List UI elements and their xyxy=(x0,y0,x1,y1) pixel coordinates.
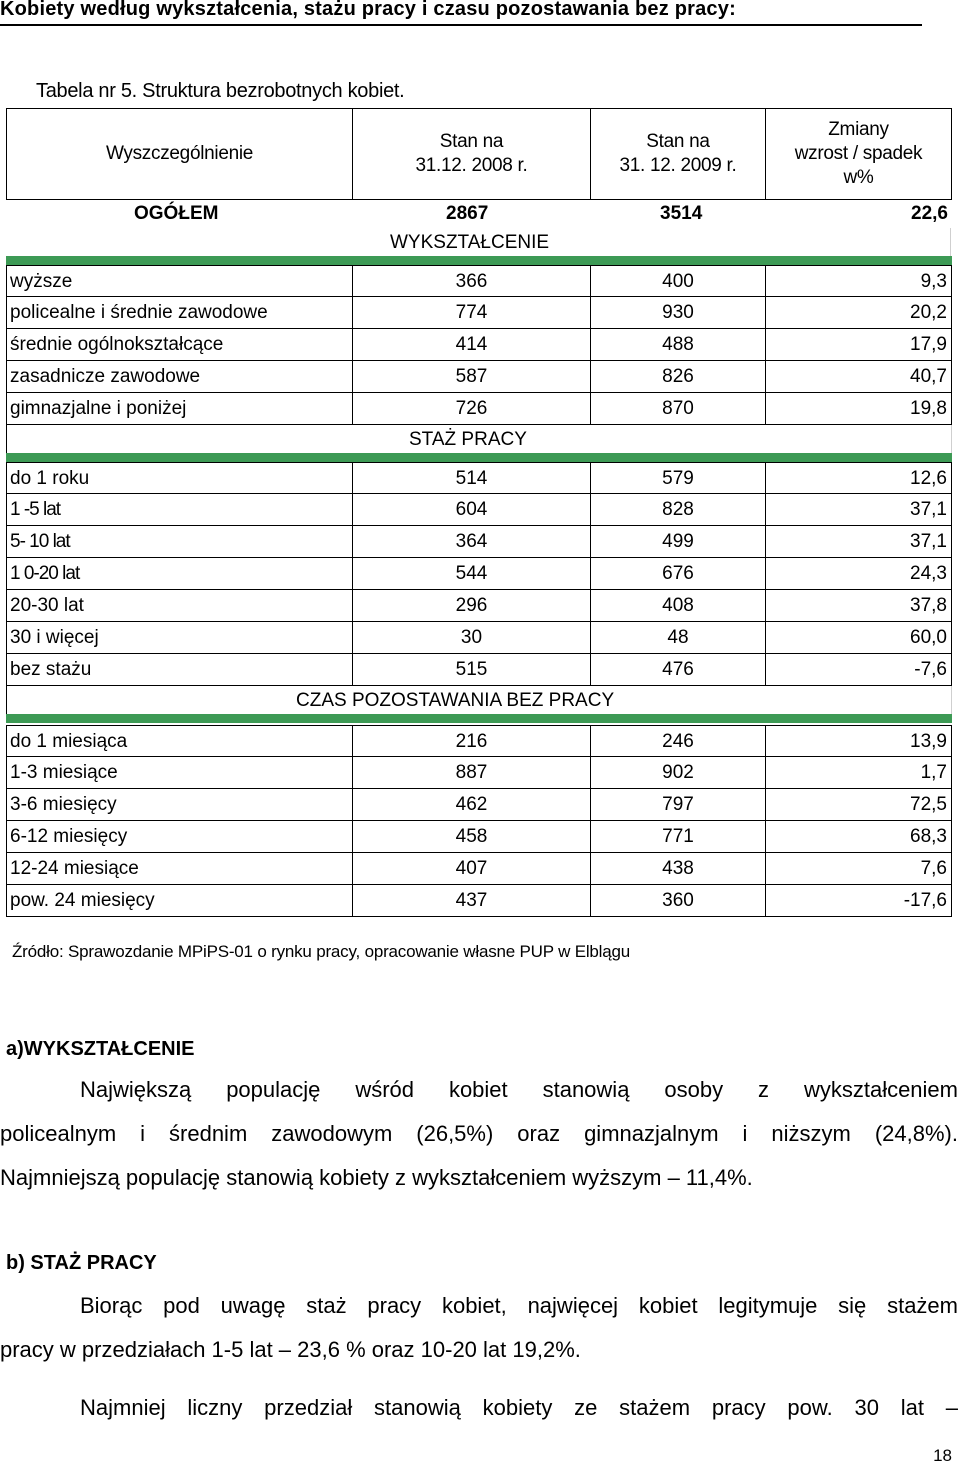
row-label: do 1 roku xyxy=(6,462,352,494)
page-heading xyxy=(0,0,960,30)
row-value-2009: 488 xyxy=(590,329,765,361)
row-label: średnie ogólnokształcące xyxy=(6,329,352,361)
page-number: 18 xyxy=(933,1446,952,1465)
table-row xyxy=(6,654,952,686)
section-bar-work-experience xyxy=(6,453,952,462)
row-value-2008: 30 xyxy=(352,622,590,654)
table-row xyxy=(6,885,952,917)
section-bar-unemployment-duration xyxy=(6,714,952,723)
row-change: 37,1 xyxy=(765,526,952,558)
row-value-2008: 414 xyxy=(352,329,590,361)
header-col-change xyxy=(765,108,952,200)
section-a-line-3: Najmniejszą populację stanowią kobiety z wykształceniem wyższym – 11,4%. xyxy=(0,1165,753,1190)
table-row xyxy=(6,853,952,885)
section-b-heading: b) STAŻ PRACY xyxy=(6,1252,157,1274)
heading-underline xyxy=(0,24,922,26)
row-value-2009: 676 xyxy=(590,558,765,590)
page-heading-text: Kobiety według wykształcenia, stażu pracy i czasu pozostawania bez pracy: xyxy=(0,0,736,20)
row-value-2009: 408 xyxy=(590,590,765,622)
row-value-2009: 579 xyxy=(590,462,765,494)
row-label: zasadnicze zawodowe xyxy=(6,361,352,393)
section-b-line-2: pracy w przedziałach 1-5 lat – 23,6 % oraz 10-20 lat 19,2%. xyxy=(0,1337,581,1362)
row-value-2008: 296 xyxy=(352,590,590,622)
row-value-2009: 870 xyxy=(590,393,765,425)
unemployed-women-table xyxy=(6,108,952,916)
table-row xyxy=(6,558,952,590)
row-label: wyższe xyxy=(6,265,352,297)
row-value-2009: 246 xyxy=(590,725,765,757)
table-row xyxy=(6,393,952,425)
row-value-2009: 360 xyxy=(590,885,765,917)
row-value-2008: 407 xyxy=(352,853,590,885)
row-value-2009: 48 xyxy=(590,622,765,654)
total-2009: 3514 xyxy=(660,203,703,224)
header-col-2009-line2: 31. 12. 2009 r. xyxy=(619,155,737,176)
source-note: Źródło: Sprawozdanie MPiPS-01 o rynku pracy, opracowanie własne PUP w Elblągu xyxy=(12,942,631,961)
row-value-2008: 216 xyxy=(352,725,590,757)
table-row xyxy=(6,622,952,654)
row-value-2008: 462 xyxy=(352,789,590,821)
row-label: 30 i więcej xyxy=(6,622,352,654)
row-value-2008: 366 xyxy=(352,265,590,297)
row-value-2008: 726 xyxy=(352,393,590,425)
section-header-work-experience xyxy=(6,425,952,463)
row-value-2008: 887 xyxy=(352,757,590,789)
section-a-line-2: policealnym i średnim zawodowym (26,5%) oraz gimnazjalnym i niższym (24,8%). xyxy=(0,1121,958,1146)
row-change: 68,3 xyxy=(765,821,952,853)
row-value-2009: 826 xyxy=(590,361,765,393)
row-change: -7,6 xyxy=(765,654,952,686)
header-col-change-line3: w% xyxy=(843,167,874,188)
header-col-change-line2: wzrost / spadek xyxy=(794,143,923,164)
table-row xyxy=(6,265,952,297)
section-header-unemployment-duration xyxy=(6,686,952,724)
table-row xyxy=(6,329,952,361)
row-change: 12,6 xyxy=(765,462,952,494)
row-value-2008: 544 xyxy=(352,558,590,590)
row-value-2008: 587 xyxy=(352,361,590,393)
row-value-2008: 604 xyxy=(352,494,590,526)
row-change: 13,9 xyxy=(765,725,952,757)
row-label: 1 -5 lat xyxy=(6,494,352,526)
row-value-2009: 828 xyxy=(590,494,765,526)
row-change: 60,0 xyxy=(765,622,952,654)
row-change: 1,7 xyxy=(765,757,952,789)
table-row xyxy=(6,361,952,393)
header-col-2008-line2: 31.12. 2008 r. xyxy=(415,155,528,176)
row-value-2009: 797 xyxy=(590,789,765,821)
row-change: 37,8 xyxy=(765,590,952,622)
section-bar-education xyxy=(6,256,952,265)
header-col-2008-line1: Stan na xyxy=(439,131,504,152)
row-value-2008: 458 xyxy=(352,821,590,853)
table-row xyxy=(6,297,952,329)
row-label: 1-3 miesiące xyxy=(6,757,352,789)
row-change: 20,2 xyxy=(765,297,952,329)
row-change: 17,9 xyxy=(765,329,952,361)
header-col-description-text: Wyszczególnienie xyxy=(105,143,254,164)
table-row xyxy=(6,526,952,558)
row-change: 72,5 xyxy=(765,789,952,821)
section-a-paragraph xyxy=(0,1068,958,1200)
row-label: bez stażu xyxy=(6,654,352,686)
table-row xyxy=(6,725,952,757)
row-value-2009: 930 xyxy=(590,297,765,329)
header-col-2009-line1: Stan na xyxy=(646,131,710,152)
row-label: 12-24 miesiące xyxy=(6,853,352,885)
table-title: Tabela nr 5. Struktura bezrobotnych kobiet. xyxy=(36,80,405,102)
row-label: pow. 24 miesięcy xyxy=(6,885,352,917)
table-row xyxy=(6,757,952,789)
section-title-work-experience: STAŻ PRACY xyxy=(409,429,527,450)
row-value-2009: 400 xyxy=(590,265,765,297)
section-b-paragraph-2 xyxy=(0,1386,958,1430)
row-value-2009: 902 xyxy=(590,757,765,789)
header-col-description xyxy=(6,108,352,200)
row-change: 19,8 xyxy=(765,393,952,425)
total-2008: 2867 xyxy=(446,203,489,224)
row-change: 40,7 xyxy=(765,361,952,393)
table-row xyxy=(6,494,952,526)
row-label: policealne i średnie zawodowe xyxy=(6,297,352,329)
row-value-2008: 515 xyxy=(352,654,590,686)
row-label: 3-6 miesięcy xyxy=(6,789,352,821)
row-change: 9,3 xyxy=(765,265,952,297)
row-label: gimnazjalne i poniżej xyxy=(6,393,352,425)
header-col-2009 xyxy=(590,108,765,200)
row-label: 6-12 miesięcy xyxy=(6,821,352,853)
row-label: do 1 miesiąca xyxy=(6,725,352,757)
section-a-heading: a)WYKSZTAŁCENIE xyxy=(6,1038,195,1060)
row-value-2009: 771 xyxy=(590,821,765,853)
table-row xyxy=(6,462,952,494)
section-title-education: WYKSZTAŁCENIE xyxy=(390,232,550,253)
row-value-2009: 438 xyxy=(590,853,765,885)
section-b-paragraph xyxy=(0,1284,958,1372)
row-value-2008: 774 xyxy=(352,297,590,329)
table-row xyxy=(6,821,952,853)
row-value-2008: 514 xyxy=(352,462,590,494)
row-value-2008: 437 xyxy=(352,885,590,917)
section-a-line-1: Największą populację wśród kobiet stanowią osoby z wykształceniem xyxy=(80,1077,958,1102)
row-label: 1 0-20 lat xyxy=(6,558,352,590)
table-row xyxy=(6,590,952,622)
section-title-unemployment-duration: CZAS POZOSTAWANIA BEZ PRACY xyxy=(296,690,615,711)
row-change: 24,3 xyxy=(765,558,952,590)
section-b-line-3: Najmniej liczny przedział stanowią kobiety ze stażem pracy pow. 30 lat – xyxy=(80,1395,958,1420)
table-row xyxy=(6,789,952,821)
total-label: OGÓŁEM xyxy=(134,203,219,224)
header-col-change-line1: Zmiany xyxy=(828,119,889,140)
section-header-education xyxy=(6,228,952,266)
total-change: 22,6 xyxy=(911,203,948,224)
row-value-2009: 476 xyxy=(590,654,765,686)
row-change: 37,1 xyxy=(765,494,952,526)
row-value-2009: 499 xyxy=(590,526,765,558)
row-change: -17,6 xyxy=(765,885,952,917)
row-change: 7,6 xyxy=(765,853,952,885)
section-b-line-1: Biorąc pod uwagę staż pracy kobiet, najwięcej kobiet legitymuje się stażem xyxy=(80,1293,958,1318)
row-value-2008: 364 xyxy=(352,526,590,558)
row-label: 20-30 lat xyxy=(6,590,352,622)
header-col-2008 xyxy=(352,108,590,200)
row-label: 5- 10 lat xyxy=(6,526,352,558)
total-row xyxy=(6,200,952,228)
